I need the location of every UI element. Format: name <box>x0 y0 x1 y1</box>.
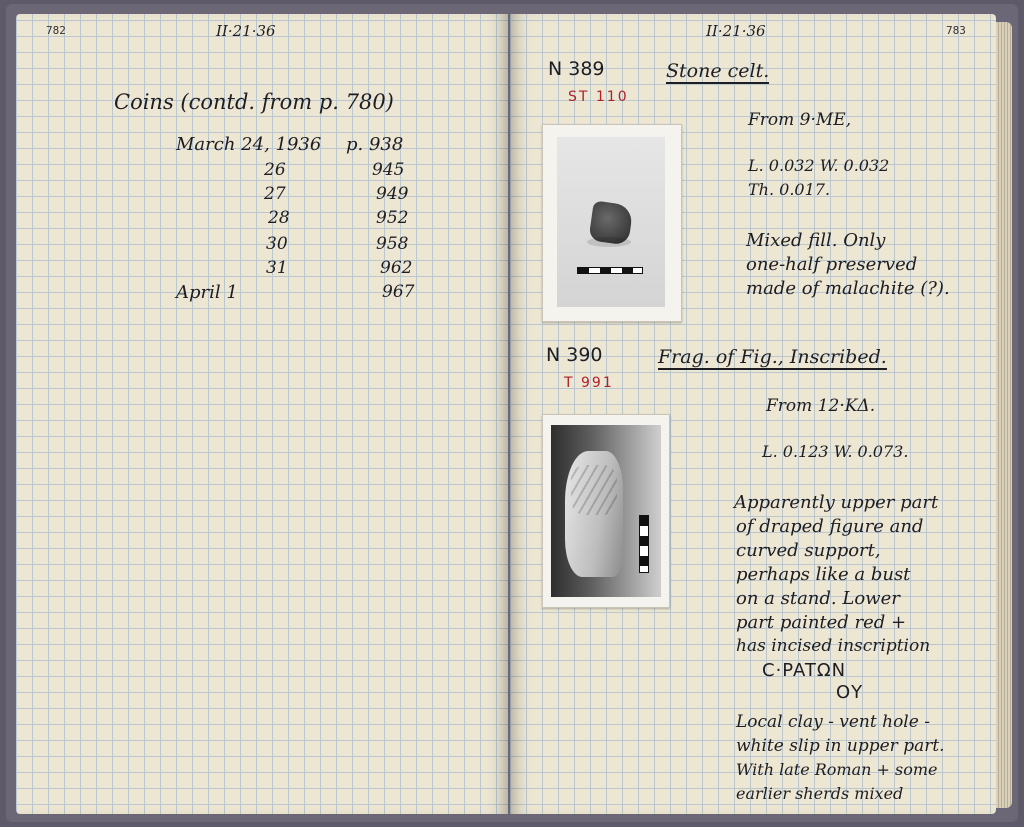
left-page-number: 782 <box>46 24 66 37</box>
entry-line: on a stand. Lower <box>736 588 900 609</box>
coin-entry-date: 27 <box>264 184 286 204</box>
entry-line: Apparently upper part <box>734 492 939 513</box>
stone-celt-photo <box>542 124 682 322</box>
entry-line: Local clay - vent hole - <box>736 712 930 732</box>
right-page-number: 783 <box>946 24 966 37</box>
entry-line: perhaps like a bust <box>736 564 911 585</box>
photo-scale-bar <box>639 515 649 573</box>
entry-number: N 389 <box>548 58 605 80</box>
entry-line: curved support, <box>736 540 881 561</box>
entry-line: From 9·ME, <box>748 110 852 130</box>
coins-heading: Coins (contd. from p. 780) <box>114 90 394 114</box>
entry-line: Mixed fill. Only <box>746 230 886 251</box>
left-page-date: II·21·36 <box>216 22 276 40</box>
entry-line: L. 0.123 W. 0.073. <box>762 442 909 461</box>
entry-title: Stone celt. <box>666 60 770 82</box>
coin-entry-page: 958 <box>376 234 409 254</box>
page-edges <box>996 22 1012 808</box>
photo-scale-bar <box>577 267 643 274</box>
coin-entry-date: March 24, 1936 <box>176 134 322 155</box>
left-page <box>16 14 508 814</box>
coin-entry-date: 28 <box>268 208 290 228</box>
right-page-date: II·21·36 <box>706 22 766 40</box>
coin-entry-date: 31 <box>266 258 288 278</box>
coin-entry-date: 26 <box>264 160 286 180</box>
coin-entry-date: April 1 <box>176 282 238 303</box>
inscription-line: C·PATΩN <box>762 660 847 681</box>
entry-line: Th. 0.017. <box>748 180 831 199</box>
entry-line: has incised inscription <box>736 636 931 656</box>
entry-line: made of malachite (?). <box>746 278 950 299</box>
coin-entry-page: 952 <box>376 208 409 228</box>
coin-entry-page: 949 <box>376 184 409 204</box>
entry-line: of draped figure and <box>736 516 924 537</box>
coin-entry-page: 945 <box>372 160 405 180</box>
entry-line: one-half preserved <box>746 254 918 275</box>
entry-line: part painted red + <box>736 612 907 633</box>
right-page <box>510 14 996 814</box>
entry-title: Frag. of Fig., Inscribed. <box>658 346 887 368</box>
entry-line: With late Roman + some <box>736 760 938 779</box>
entry-line: From 12·KΔ. <box>766 396 876 416</box>
entry-number: N 390 <box>546 344 603 366</box>
entry-line: white slip in upper part. <box>736 736 945 756</box>
coin-entry-date: 30 <box>266 234 288 254</box>
entry-line: earlier sherds mixed <box>736 784 904 803</box>
figurine-fragment-photo <box>542 414 670 608</box>
coin-entry-page: p. 938 <box>346 134 404 155</box>
notebook <box>6 4 1018 822</box>
coin-entry-page: 962 <box>380 258 413 278</box>
coin-entry-page: 967 <box>382 282 415 302</box>
entry-code: ST 110 <box>568 89 629 105</box>
entry-line: L. 0.032 W. 0.032 <box>748 156 890 175</box>
entry-code: T 991 <box>564 375 614 391</box>
inscription-line: OY <box>836 682 865 703</box>
